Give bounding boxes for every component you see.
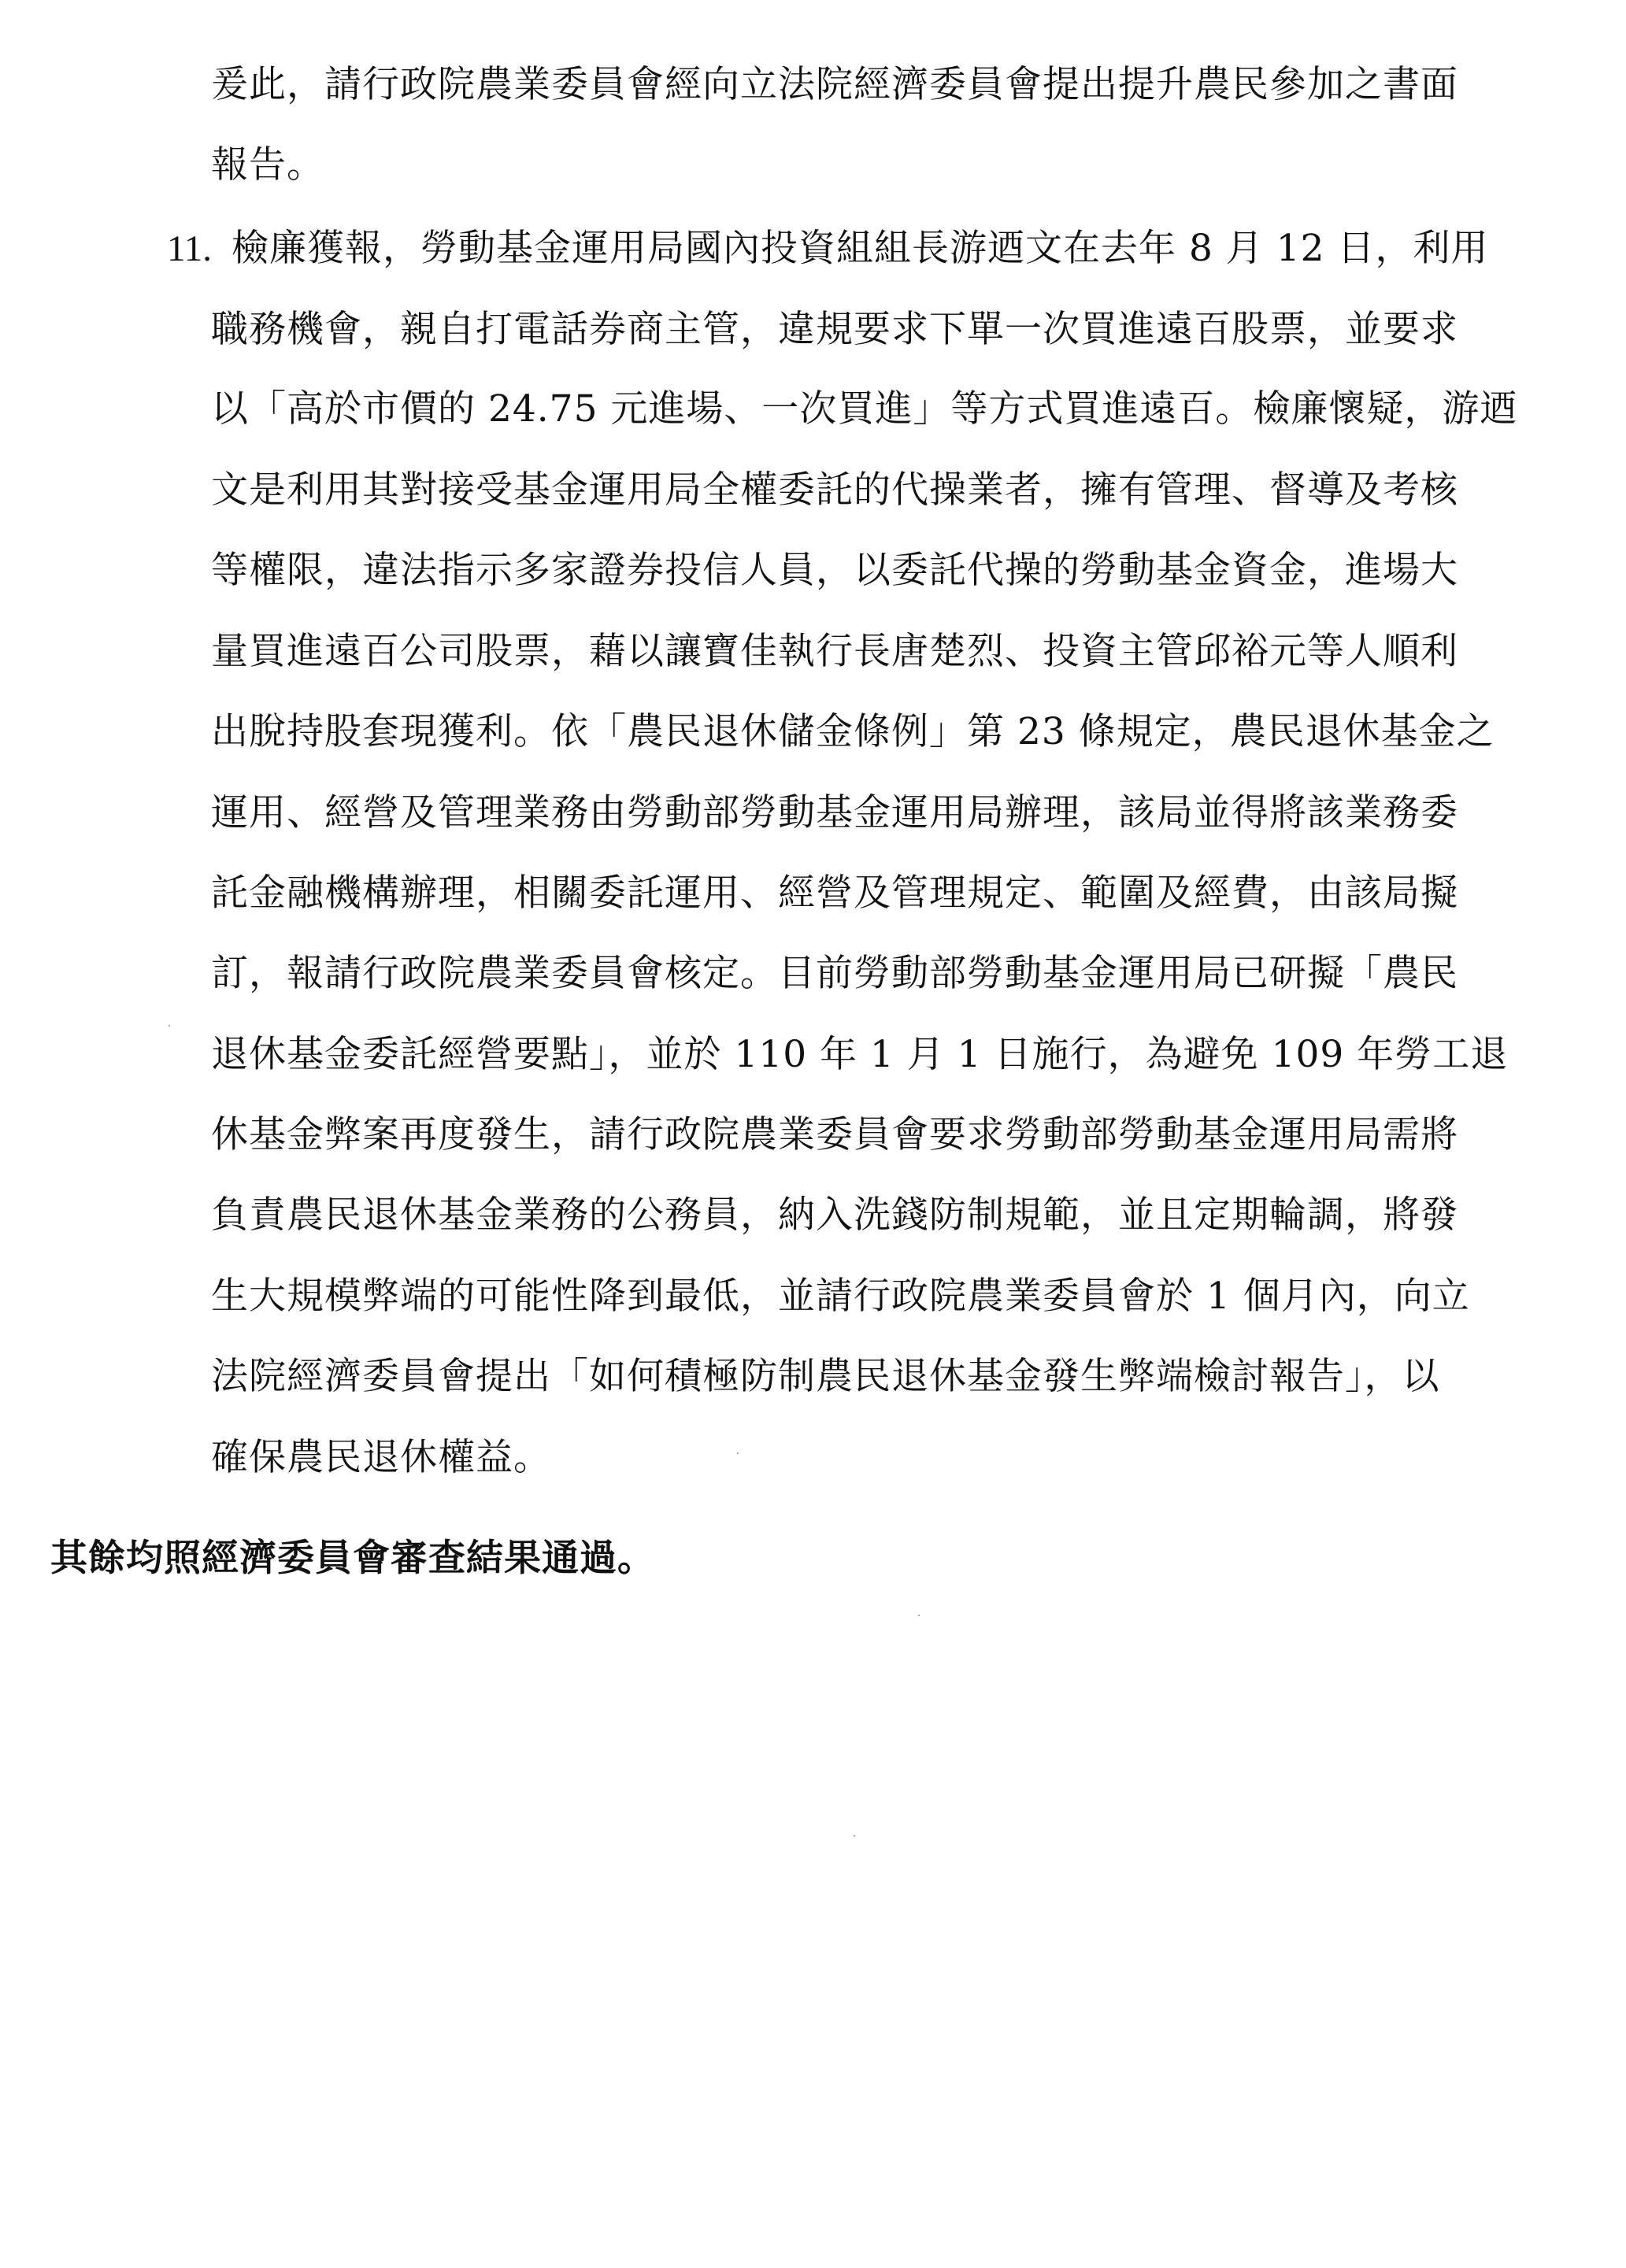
item-line: 量買進遠百公司股票，藉以讓寶佳執行長唐楚烈、投資主管邱裕元等人順利 xyxy=(211,630,1458,673)
scan-speck xyxy=(737,1452,739,1454)
scan-speck xyxy=(854,1835,855,1837)
item-line: 訂，報請行政院農業委員會核定。目前勞動部勞動基金運用局已研擬「農民 xyxy=(211,952,1458,995)
item-line: 生大規模弊端的可能性降到最低，並請行政院農業委員會於 1 個月內，向立 xyxy=(211,1275,1470,1318)
paragraph-line: 報告。 xyxy=(211,143,324,187)
item-line: 等權限，違法指示多家證券投信人員，以委託代操的勞動基金資金，進場大 xyxy=(211,549,1458,592)
conclusion-text: 其餘均照經濟委員會審查結果通過。 xyxy=(50,1537,655,1580)
item-line: 以「高於市價的 24.75 元進場、一次買進」等方式買進遠百。檢廉懷疑，游迺 xyxy=(211,387,1518,431)
item-line: 出脫持股套現獲利。依「農民退休儲金條例」第 23 條規定，農民退休基金之 xyxy=(211,710,1495,753)
item-line: 檢廉獲報，勞動基金運用局國內投資組組長游迺文在去年 8 月 12 日，利用 xyxy=(231,227,1489,270)
item-number: 11. xyxy=(167,228,213,269)
item-line: 託金融機構辦理，相關委託運用、經營及管理規定、範圍及經費，由該局擬 xyxy=(211,871,1458,915)
item-line: 退休基金委託經營要點」，並於 110 年 1 月 1 日施行，為避免 109 年勞工退 xyxy=(211,1033,1509,1076)
item-line: 休基金弊案再度發生，請行政院農業委員會要求勞動部勞動基金運用局需將 xyxy=(211,1113,1458,1156)
paragraph-line: 爰此，請行政院農業委員會經向立法院經濟委員會提出提升農民參加之書面 xyxy=(211,63,1458,106)
item-line: 確保農民退休權益。 xyxy=(211,1436,551,1479)
item-line: 職務機會，親自打電話券商主管，違規要求下單一次買進遠百股票，並要求 xyxy=(211,308,1458,351)
scan-speck xyxy=(918,1615,920,1616)
item-line: 運用、經營及管理業務由勞動部勞動基金運用局辦理，該局並得將該業務委 xyxy=(211,791,1458,834)
item-line: 法院經濟委員會提出「如何積極防制農民退休基金發生弊端檢討報告」，以 xyxy=(211,1355,1440,1398)
scan-speck xyxy=(169,1025,170,1027)
item-line: 文是利用其對接受基金運用局全權委託的代操業者，擁有管理、督導及考核 xyxy=(211,468,1458,512)
item-line: 負責農民退休基金業務的公務員，納入洗錢防制規範，並且定期輪調，將發 xyxy=(211,1193,1458,1237)
